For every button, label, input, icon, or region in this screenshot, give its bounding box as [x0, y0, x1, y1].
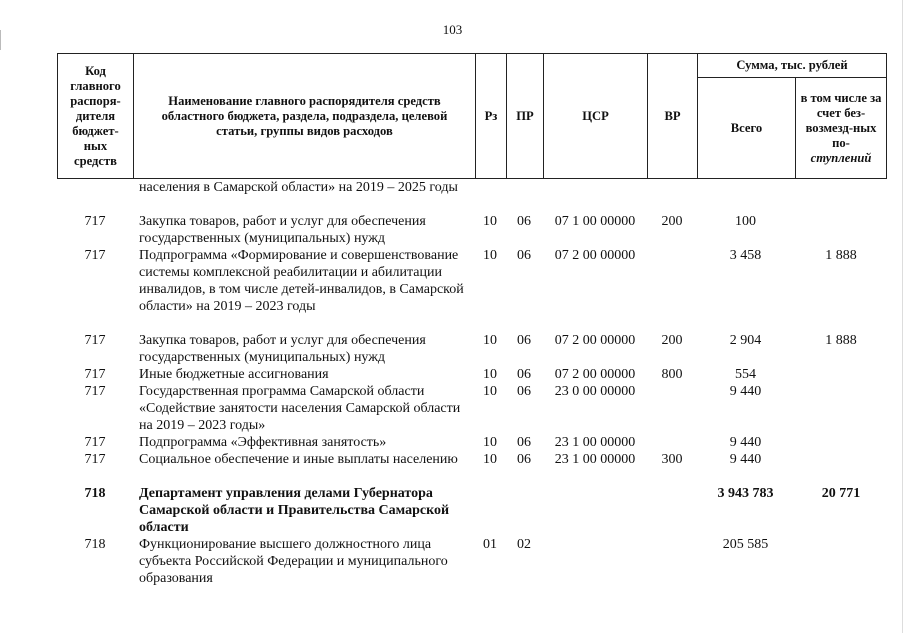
row-total: 3 943 783 — [717, 486, 774, 501]
table-header — [57, 53, 887, 179]
row-name: Закупка товаров, работ и услуг для обеспечения государственных (муниципальных) нужд — [139, 214, 426, 246]
row-code: 717 — [84, 333, 106, 348]
header-free-italic: ступлений — [810, 150, 872, 165]
header-csr: ЦСР — [543, 53, 648, 179]
row-rz: 10 — [483, 452, 497, 467]
row-pr: 06 — [517, 248, 531, 263]
header-name: Наименование главного распорядителя средств областного бюджета, раздела, подраздела, целевой статьи, группы видов расходов — [133, 53, 476, 179]
row-name: Закупка товаров, работ и услуг для обеспечения государственных (муниципальных) нужд — [139, 333, 426, 365]
row-csr: 07 2 00 00000 — [554, 333, 636, 348]
row-code: 717 — [84, 214, 106, 229]
row-name: населения в Самарской области» на 2019 – 2025 годы — [139, 180, 458, 195]
row-code: 717 — [84, 435, 106, 450]
header-total: Всего — [697, 77, 796, 179]
row-pr: 06 — [517, 435, 531, 450]
row-total: 9 440 — [729, 384, 762, 399]
row-pr: 06 — [517, 214, 531, 229]
row-total: 205 585 — [722, 537, 769, 552]
row-name: Иные бюджетные ассигнования — [139, 367, 329, 382]
row-rz: 10 — [483, 214, 497, 229]
row-vr: 200 — [661, 333, 683, 348]
row-csr: 23 0 00 00000 — [554, 384, 636, 399]
row-csr: 07 2 00 00000 — [554, 367, 636, 382]
row-name: Подпрограмма «Эффективная занятость» — [139, 435, 387, 450]
row-csr: 23 1 00 00000 — [554, 435, 636, 450]
row-csr: 23 1 00 00000 — [554, 452, 636, 467]
row-vr: 300 — [661, 452, 683, 467]
row-total: 3 458 — [729, 248, 762, 263]
row-total: 2 904 — [729, 333, 762, 348]
row-pr: 06 — [517, 367, 531, 382]
scan-edge-mark — [902, 0, 903, 633]
row-total: 9 440 — [729, 435, 762, 450]
row-name: Функционирование высшего должностного лица субъекта Российской Федерации и муниципального образования — [139, 537, 448, 586]
row-vr: 200 — [661, 214, 683, 229]
row-csr: 07 1 00 00000 — [554, 214, 636, 229]
row-rz: 10 — [483, 248, 497, 263]
header-free-text: в том числе за счет без-возмезд-ных по- — [800, 90, 882, 150]
row-pr: 06 — [517, 384, 531, 399]
row-name: Департамент управления делами Губернатора Самарской области и Правительства Самарской области — [139, 486, 450, 535]
header-sum: Сумма, тыс. рублей — [697, 53, 887, 78]
header-free — [795, 77, 887, 179]
row-total: 9 440 — [729, 452, 762, 467]
row-free: 20 771 — [821, 486, 861, 501]
row-pr: 06 — [517, 333, 531, 348]
row-rz: 01 — [483, 537, 497, 552]
row-csr: 07 2 00 00000 — [554, 248, 636, 263]
row-code: 718 — [84, 486, 106, 501]
row-free: 1 888 — [825, 333, 857, 348]
row-total: 100 — [735, 214, 756, 229]
row-code: 717 — [84, 248, 106, 263]
header-vr: ВР — [647, 53, 698, 179]
row-name: Подпрограмма «Формирование и совершенствование системы комплексной реабилитации и абилитации инвалидов, в том числе детей-инвалидов, в Самарской области» на 2019 – 2023 годы — [139, 248, 464, 314]
page-number: 103 — [442, 22, 463, 37]
row-code: 718 — [84, 537, 106, 552]
row-free: 1 888 — [825, 248, 857, 263]
row-pr: 02 — [517, 537, 531, 552]
row-code: 717 — [84, 384, 106, 399]
row-name: Социальное обеспечение и иные выплаты населению — [139, 452, 458, 467]
row-rz: 10 — [483, 384, 497, 399]
row-code: 717 — [84, 452, 106, 467]
row-name: Государственная программа Самарской области «Содействие занятости населения Самарской области на 2019 – 2023 годы» — [139, 384, 461, 433]
row-total: 554 — [735, 367, 756, 382]
row-vr: 800 — [661, 367, 683, 382]
header-rz: Рз — [475, 53, 507, 179]
header-pr: ПР — [506, 53, 544, 179]
header-code: Код главного распоря-дителя бюджет-ных средств — [57, 53, 134, 179]
row-rz: 10 — [483, 435, 497, 450]
row-pr: 06 — [517, 452, 531, 467]
row-rz: 10 — [483, 367, 497, 382]
row-rz: 10 — [483, 333, 497, 348]
row-code: 717 — [84, 367, 106, 382]
